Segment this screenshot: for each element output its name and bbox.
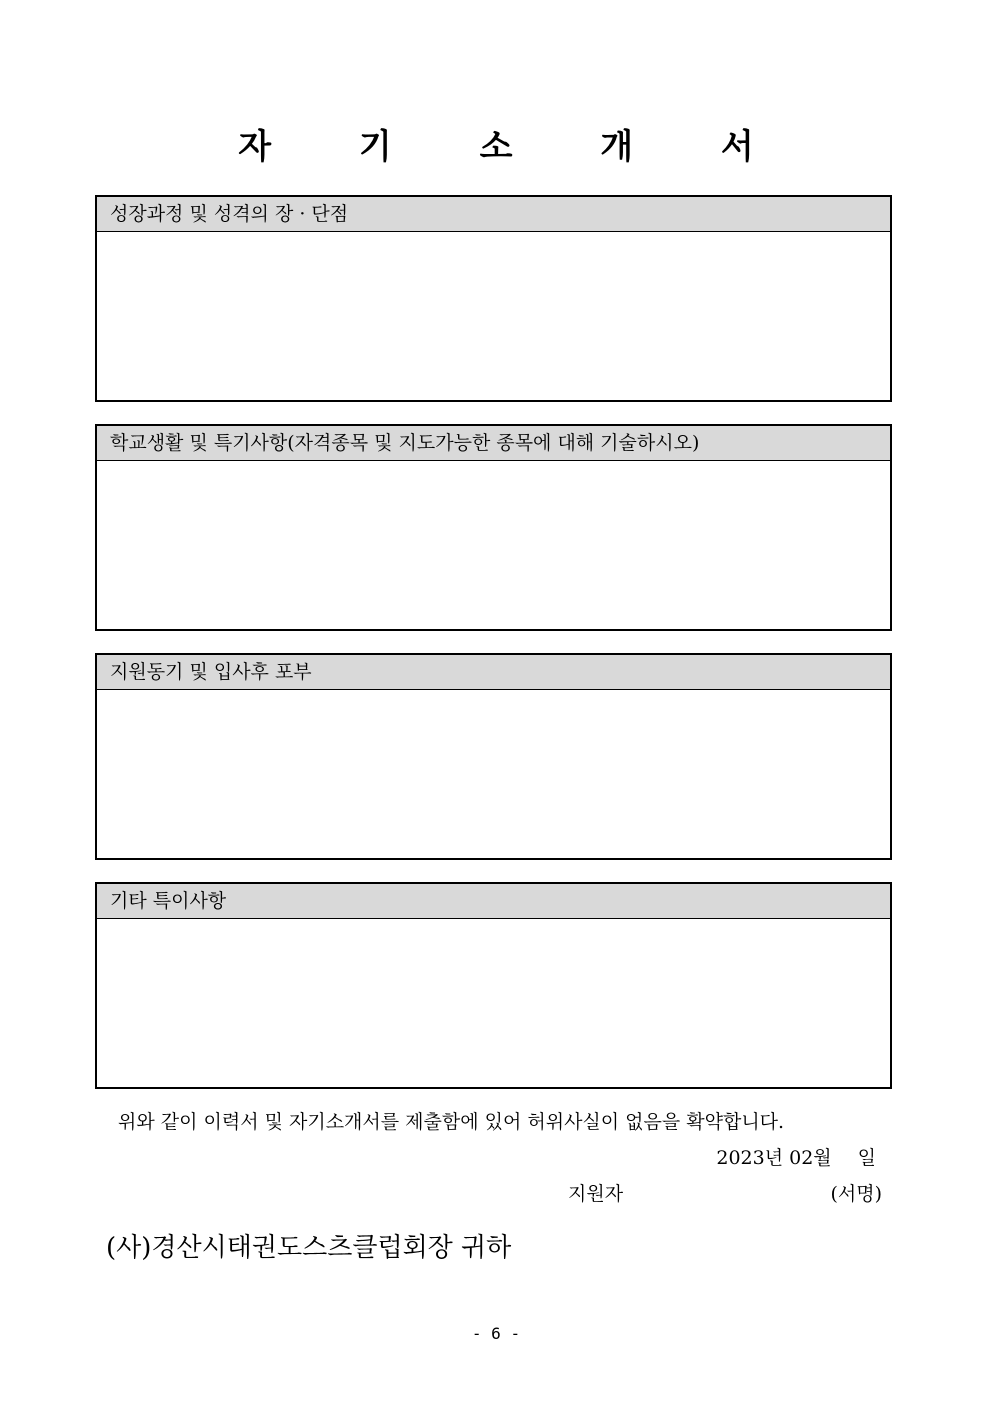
- date-year-month: 2023년 02월: [716, 1147, 832, 1169]
- date-day-label: 일: [857, 1147, 876, 1169]
- section-header: 성장과정 및 성격의 장 · 단점: [97, 197, 890, 232]
- section-school-life: [95, 424, 892, 631]
- section-body-text-area[interactable]: [97, 690, 890, 860]
- pledge-statement: 위와 같이 이력서 및 자기소개서를 제출함에 있어 허위사실이 없음을 확약합니다.: [118, 1111, 785, 1133]
- page-number: - 6 -: [471, 1324, 521, 1343]
- section-body-text-area[interactable]: [97, 461, 890, 631]
- section-header: 지원동기 및 입사후 포부: [97, 655, 890, 690]
- signature-label: (서명): [830, 1183, 882, 1205]
- section-body-text-area[interactable]: [97, 232, 890, 402]
- section-header: 기타 특이사항: [97, 884, 890, 919]
- section-body-text-area[interactable]: [97, 919, 890, 1089]
- section-other-notes: [95, 882, 892, 1089]
- section-motivation: [95, 653, 892, 860]
- section-growth-personality: [95, 195, 892, 402]
- submission-date: [716, 1144, 876, 1172]
- recipient-line: (사)경산시태권도스츠클럽회장 귀하: [106, 1233, 512, 1263]
- section-header: 학교생활 및 특기사항(자격종목 및 지도가능한 종목에 대해 기술하시오): [97, 426, 890, 461]
- document-title: 자 기 소 개 서: [238, 127, 792, 167]
- applicant-label: 지원자: [568, 1183, 624, 1205]
